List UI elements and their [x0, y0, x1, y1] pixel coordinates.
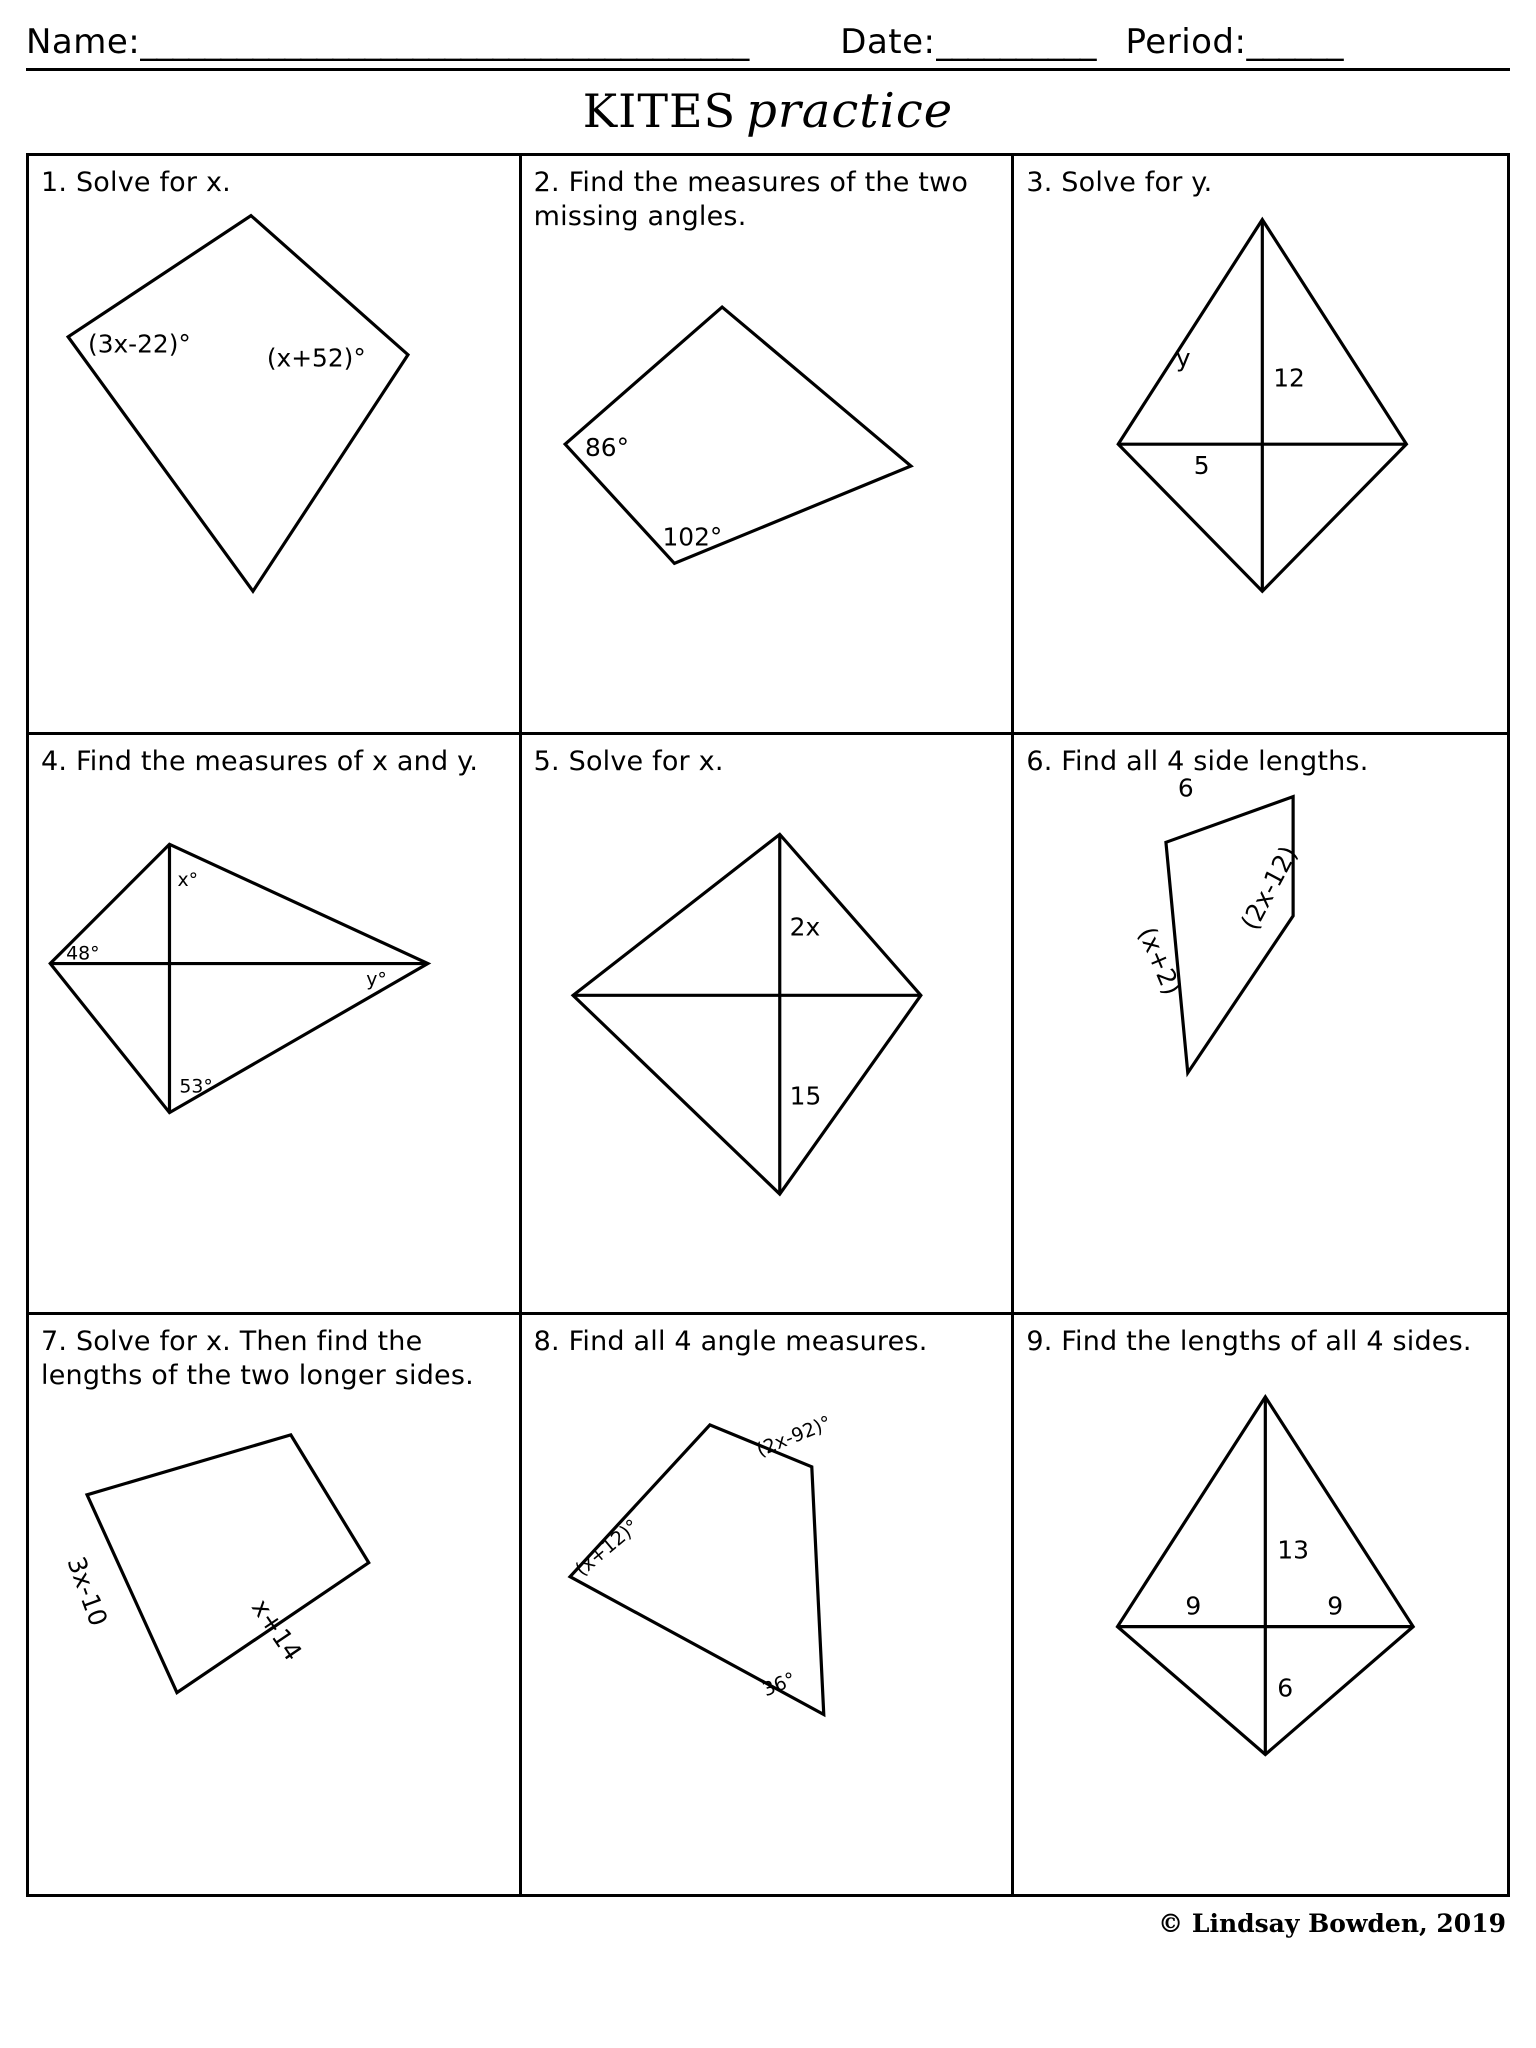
kite-figure-4: [29, 735, 519, 1311]
kite-figure-6: [1014, 735, 1507, 1311]
label-vertical-upper-9: 13: [1277, 1535, 1310, 1565]
copyright-notice: © Lindsay Bowden, 2019: [1158, 1909, 1506, 1938]
problem-cell-7: [29, 1315, 522, 1894]
label-left-side-7: 3x-10: [61, 1552, 114, 1630]
problem-prompt-6: 6. Find all 4 side lengths.: [1026, 746, 1369, 778]
date-blank[interactable]: __________: [935, 22, 1096, 62]
kite-figure-3: [1014, 156, 1507, 732]
label-left-angle-4: 48°: [66, 942, 100, 965]
label-right-half-9: 9: [1327, 1591, 1344, 1621]
label-left-side-6: (x+2): [1132, 923, 1188, 1000]
kite-figure-1: [29, 156, 519, 732]
page-title-main: KITES: [582, 84, 737, 138]
label-upper-diagonal-5: 2x: [789, 913, 820, 943]
label-top-angle-4: x°: [177, 869, 199, 892]
problem-grid: [26, 153, 1510, 1897]
problem-cell-8: [522, 1315, 1015, 1894]
problem-cell-4: [29, 735, 522, 1314]
kite-figure-5: [522, 735, 1012, 1311]
kite-figure-7: [29, 1315, 519, 1894]
kite-figure-2: [522, 156, 1012, 732]
problem-prompt-8: 8. Find all 4 angle measures.: [533, 1325, 928, 1357]
label-bottom-angle-4: 53°: [179, 1076, 213, 1099]
problem-prompt-9: 9. Find the lengths of all 4 sides.: [1026, 1325, 1472, 1357]
problem-cell-5: [522, 735, 1015, 1314]
label-left-angle-2: 86°: [584, 433, 629, 463]
page-title-script: practice: [746, 83, 954, 139]
label-vertical-lower-9: 6: [1277, 1673, 1294, 1703]
label-bottom-angle-2: 102°: [662, 522, 722, 552]
problem-prompt-4: 4. Find the measures of x and y.: [41, 746, 479, 778]
label-left-angle-1: (3x-22)°: [88, 329, 191, 359]
problem-prompt-7: 7. Solve for x. Then find the lengths of the two longer sides.: [41, 1325, 474, 1391]
problem-cell-9: [1014, 1315, 1507, 1894]
problem-prompt-1: 1. Solve for x.: [41, 167, 231, 198]
label-right-angle-1: (x+52)°: [266, 343, 366, 373]
label-bottom-angle-8: 36°: [759, 1667, 799, 1701]
label-side-3: y: [1176, 343, 1191, 373]
problem-cell-2: [522, 156, 1015, 735]
label-right-angle-4: y°: [366, 968, 387, 991]
label-left-angle-8: (x+12)°: [570, 1514, 643, 1581]
period-label: Period:: [1125, 22, 1247, 62]
label-right-side-7: x+14: [245, 1593, 308, 1666]
kite-figure-9: [1014, 1315, 1507, 1894]
label-horizontal-half-3: 5: [1194, 450, 1210, 480]
problem-prompt-5: 5. Solve for x.: [533, 746, 724, 778]
label-top-right-angle-8: (2x-92)°: [753, 1411, 835, 1462]
page-title: [26, 71, 1510, 153]
name-label: Name:: [26, 22, 141, 62]
name-blank[interactable]: ______________________________________: [140, 22, 749, 62]
label-right-side-6: (2x-12): [1235, 841, 1304, 935]
problem-cell-3: [1014, 156, 1507, 735]
label-vertical-diagonal-3: 12: [1273, 363, 1306, 393]
kite-figure-8: [522, 1315, 1012, 1894]
label-top-side-6: 6: [1178, 773, 1194, 803]
label-lower-diagonal-5: 15: [789, 1081, 821, 1111]
problem-cell-6: [1014, 735, 1507, 1314]
problem-prompt-3: 3. Solve for y.: [1026, 167, 1213, 198]
student-info-row: [26, 0, 1510, 62]
label-left-half-9: 9: [1185, 1591, 1202, 1621]
date-label: Date:: [840, 22, 936, 62]
period-blank[interactable]: ______: [1246, 22, 1343, 62]
problem-prompt-2: 2. Find the measures of the two missing angles.: [533, 167, 969, 233]
problem-cell-1: [29, 156, 522, 735]
